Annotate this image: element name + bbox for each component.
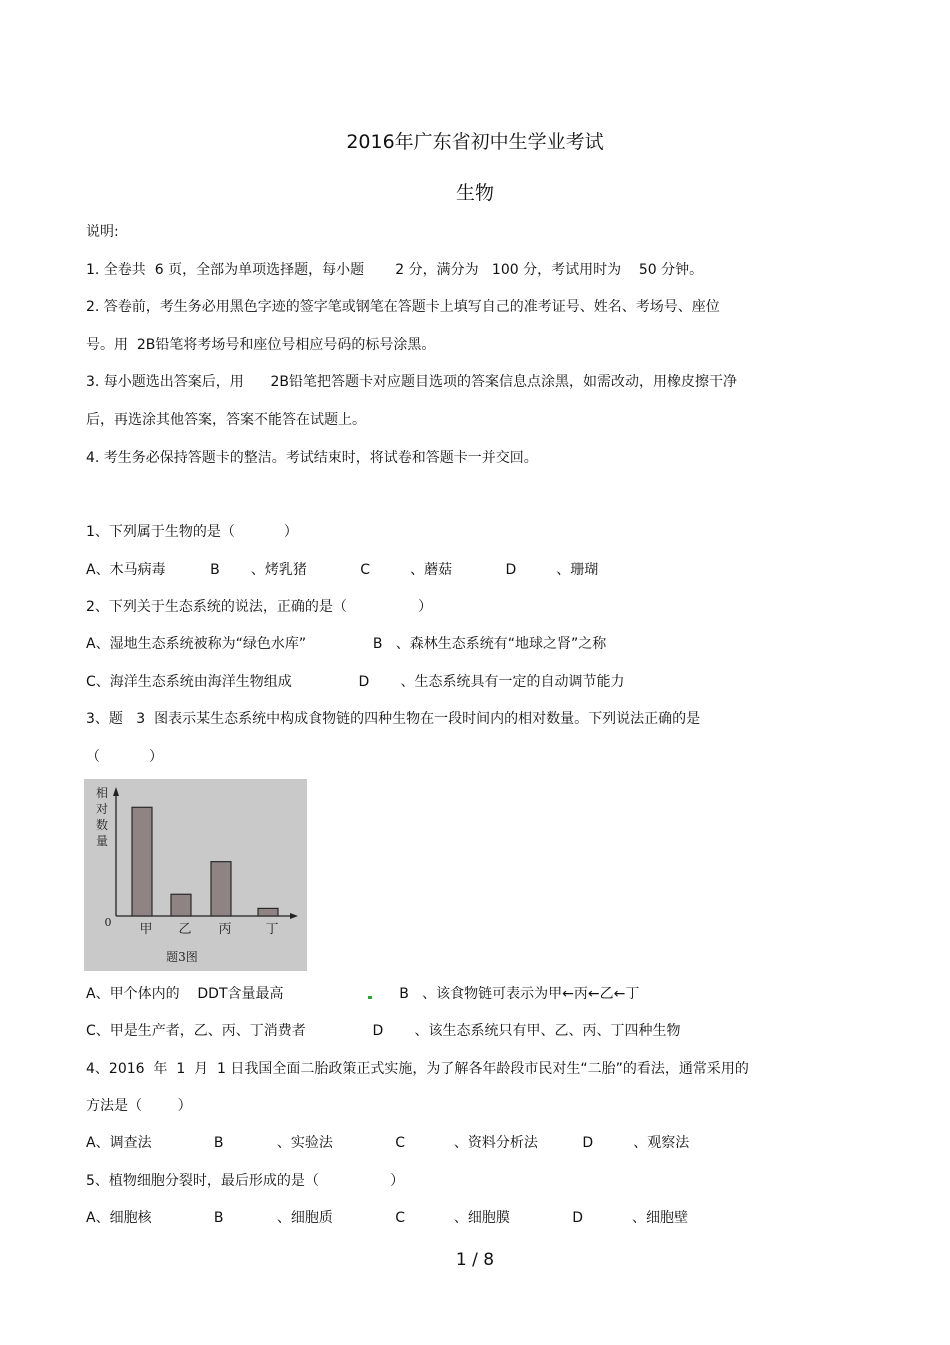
instructions-heading: 说明: (86, 224, 119, 240)
y-axis-label-char: 对 (95, 802, 109, 816)
bar-乙 (171, 894, 191, 916)
y-axis-arrow (113, 787, 119, 796)
bar-丙 (211, 862, 231, 916)
question-2-options-ab: A、湿地生态系统被称为“绿色水库” B 、森林生态系统有“地球之肾”之称 (86, 636, 607, 652)
y-axis-label-char: 量 (95, 834, 109, 848)
page-number: 1 / 8 (455, 1250, 495, 1270)
question-3-options-ab: A、甲个体内的 DDT含量最高 B 、该食物链可表示为甲←丙←乙←丁 (86, 986, 640, 1002)
question-5: 5、植物细胞分裂时，最后形成的是（ ） (86, 1173, 405, 1189)
x-tick-label: 乙 (178, 922, 192, 937)
question-3-paren: （ ） (86, 749, 163, 765)
x-tick-label: 甲 (139, 922, 153, 937)
bar-chart-svg (84, 779, 307, 971)
instruction-line: 号。用 2B铅笔将考场号和座位号相应号码的标号涂黑。 (86, 337, 436, 353)
question-2: 2、下列关于生态系统的说法，正确的是（ ） (86, 599, 433, 615)
instruction-line: 后，再选涂其他答案，答案不能答在试题上。 (86, 412, 366, 428)
question-4: 4、2016 年 1 月 1 日我国全面二胎政策正式实施，为了解各年龄段市民对生“二胎”的看法，通常采用的 (86, 1061, 749, 1077)
question-4-continued: 方法是（ ） (86, 1098, 192, 1114)
y-axis-label-char: 数 (95, 818, 109, 832)
instruction-line: 2. 答卷前，考生务必用黑色字迹的签字笔或钢笔在答题卡上填写自己的准考证号、姓名、考场号、座位 (86, 299, 720, 315)
x-tick-label: 丙 (218, 922, 232, 937)
figure-3-chart (84, 779, 307, 971)
question-2-options-cd: C、海洋生态系统由海洋生物组成 D 、生态系统具有一定的自动调节能力 (86, 674, 625, 690)
y-axis-label-char: 相 (95, 786, 109, 800)
figure-caption: 题3图 (166, 950, 198, 964)
instruction-line: 3. 每小题选出答案后，用 2B铅笔把答题卡对应题目选项的答案信息点涂黑，如需改动，用橡皮擦干净 (86, 374, 738, 390)
page-title: 2016年广东省初中生学业考试 (346, 131, 604, 153)
question-3: 3、题 3 图表示某生态系统中构成食物链的四种生物在一段时间内的相对数量。下列说法正确的是 (86, 711, 701, 727)
chart-labels (96, 785, 279, 964)
question-1-options: A、木马病毒 B 、烤乳猪 C 、蘑菇 D 、珊瑚 (86, 562, 599, 578)
instruction-line: 1. 全卷共 6 页，全部为单项选择题，每小题 2 分，满分为 100 分，考试用时为 50 分钟。 (86, 262, 704, 278)
bar-丁 (258, 908, 278, 916)
question-1: 1、下列属于生物的是（ ） (86, 524, 298, 540)
x-tick-label: 丁 (265, 922, 279, 937)
origin-label: 0 (104, 916, 112, 929)
bar-甲 (132, 807, 152, 916)
chart-bars (132, 807, 278, 916)
question-4-options: A、调查法 B 、实验法 C 、资料分析法 D 、观察法 (86, 1135, 690, 1151)
subject-title: 生物 (455, 182, 494, 204)
question-3-options-cd: C、甲是生产者，乙、丙、丁消费者 D 、该生态系统只有甲、乙、丙、丁四种生物 (86, 1023, 681, 1039)
x-axis-arrow (290, 913, 298, 919)
instruction-line: 4. 考生务必保持答题卡的整洁。考试结束时，将试卷和答题卡一并交回。 (86, 450, 538, 466)
question-5-options: A、细胞核 B 、细胞质 C 、细胞膜 D 、细胞壁 (86, 1210, 688, 1226)
